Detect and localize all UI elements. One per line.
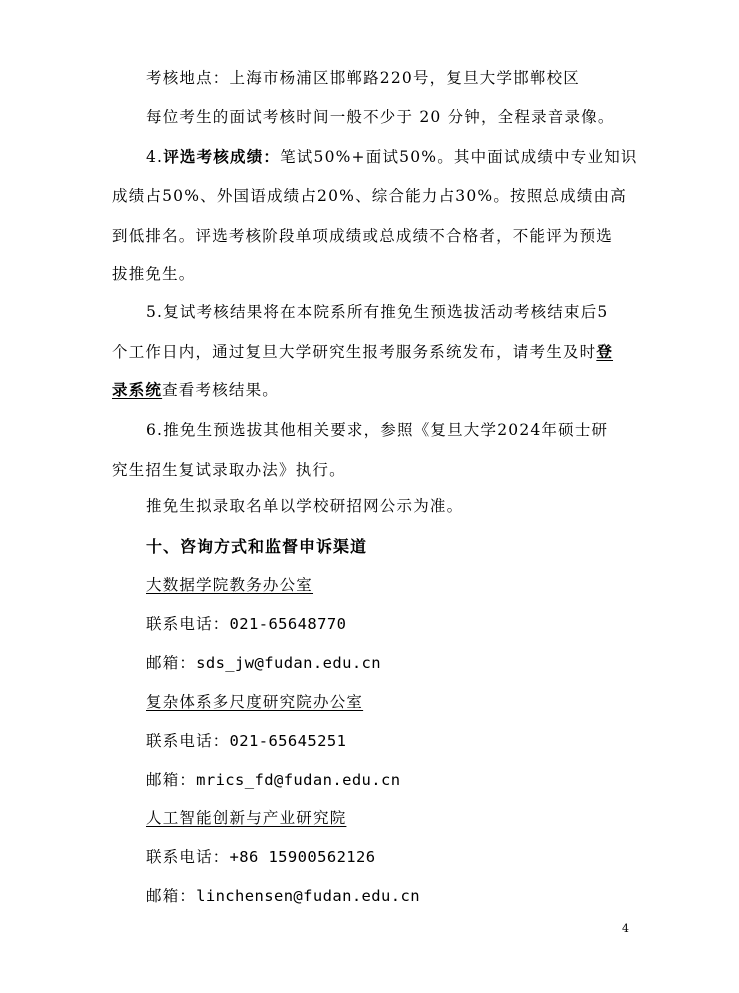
contact-email-2 [146,768,400,790]
contact-phone-3 [146,845,376,867]
interview-duration-text: 每位考生的面试考核时间一般不少于 20 分钟，全程录音录像。 [146,108,615,126]
email-address[interactable]: linchensen@fudan.edu.cn [196,887,420,905]
phone-number: 021-65648770 [229,615,347,633]
result-paragraph-line-3 [112,378,279,400]
section-heading: 十、咨询方式和监督申诉渠道 [146,537,368,556]
contact-org-3: 人工智能创新与产业研究院 [146,809,347,827]
page-number: 4 [622,922,629,935]
score-label: 评选考核成绩： [163,147,281,166]
other-requirements-line-2: 究生招生复试录取办法》执行。 [112,461,346,479]
admission-list-note: 推免生拟录取名单以学校研招网公示为准。 [146,497,464,515]
login-system-link-part2[interactable]: 录系统 [112,380,163,399]
score-paragraph-line-2: 成绩占50%、外国语成绩占20%、综合能力占30%。按照总成绩由高 [112,187,627,205]
email-label: 邮箱： [146,887,197,905]
result-paragraph-line-1: 5.复试考核结果将在本院系所有推免生预选拔活动考核结束后5 [146,303,609,321]
email-address[interactable]: mrics_fd@fudan.edu.cn [196,771,401,789]
phone-number: 021-65645251 [229,732,347,750]
phone-label: 联系电话： [146,615,230,633]
email-label: 邮箱： [146,771,197,789]
phone-number: +86 15900562126 [229,848,376,866]
score-paragraph-line-3: 到低排名。评选考核阶段单项成绩或总成绩不合格者，不能评为预选 [112,227,614,245]
email-address[interactable]: sds_jw@fudan.edu.cn [196,654,382,672]
score-text: 笔试50%+面试50%。其中面试成绩中专业知识 [280,148,638,166]
exam-location-text: 考核地点：上海市杨浦区邯郸路220号，复旦大学邯郸校区 [146,69,580,87]
phone-label: 联系电话： [146,732,230,750]
login-system-link-part1[interactable]: 登 [596,342,614,361]
score-paragraph-line-1 [146,145,638,167]
contact-email-3 [146,884,420,906]
email-label: 邮箱： [146,654,197,672]
score-paragraph-line-4: 拔推免生。 [112,265,196,283]
contact-phone-1 [146,612,346,634]
result-text: 个工作日内，通过复旦大学研究生报考服务系统发布，请考生及时 [112,343,597,361]
contact-org-2: 复杂体系多尺度研究院办公室 [146,693,364,711]
result-paragraph-line-2 [112,340,613,362]
item-number: 4. [146,148,164,166]
contact-org-1: 大数据学院教务办公室 [146,576,314,594]
contact-email-1 [146,651,381,673]
contact-phone-2 [146,729,346,751]
other-requirements-line-1: 6.推免生预选拔其他相关要求，参照《复旦大学2024年硕士研 [146,421,609,439]
phone-label: 联系电话： [146,848,230,866]
result-text-end: 查看考核结果。 [162,381,280,399]
